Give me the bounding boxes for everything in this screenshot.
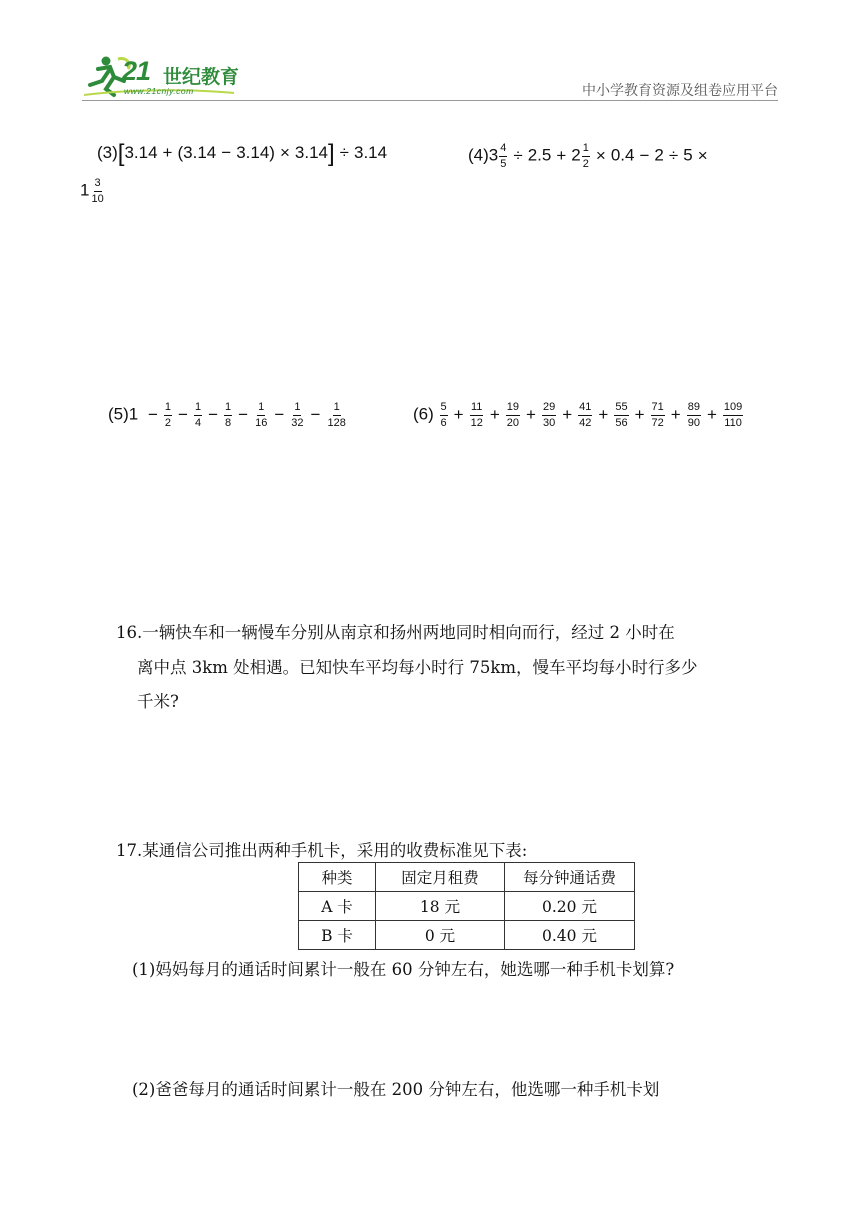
- mixed-fraction: $\frac{1}{2}$: [582, 142, 589, 170]
- problem-4: (4)3 $\frac{4}{5}$ ÷ 2.5 + 2 $\frac{1}{2}$ × 0.4 − 2 ÷ 5 ×: [468, 142, 708, 170]
- question-16-line: 千米?: [137, 692, 179, 711]
- logo-url: www.21cnjy.com: [124, 86, 194, 96]
- fraction: $\frac{19}{20}$: [506, 401, 520, 429]
- fraction: $\frac{89}{90}$: [687, 401, 700, 429]
- platform-title: 中小学教育资源及组卷应用平台: [582, 83, 778, 99]
- fraction: $\frac{109}{110}$: [723, 401, 743, 429]
- fraction: $\frac{1}{32}$: [291, 401, 304, 429]
- fraction: $\frac{55}{56}$: [615, 401, 628, 429]
- header-divider: [82, 100, 778, 101]
- question-16-line: 离中点 3km 处相遇。已知快车平均每小时行 75km，慢车平均每小时行多少: [137, 658, 698, 677]
- question-16-line: 16.一辆快车和一辆慢车分别从南京和扬州两地同时相向而行，经过 2 小时在: [116, 623, 675, 642]
- fraction: $\frac{1}{2}$: [164, 401, 172, 429]
- fraction: $\frac{1}{4}$: [194, 401, 202, 429]
- question-17-part-2: (2)爸爸每月的通话时间累计一般在 200 分钟左右，他选哪一种手机卡划: [132, 1080, 660, 1099]
- table-cell: 0 元: [376, 921, 505, 950]
- fee-table: [298, 862, 635, 950]
- fraction: $\frac{5}{6}$: [440, 401, 447, 429]
- logo-text: 世纪教育: [163, 66, 240, 88]
- question-17-part-1: (1)妈妈每月的通话时间累计一般在 60 分钟左右，她选哪一种手机卡划算?: [132, 960, 675, 979]
- table-cell: A 卡: [299, 892, 376, 921]
- problem-label: (6): [413, 404, 434, 424]
- mixed-fraction: $\frac{4}{5}$: [500, 142, 507, 170]
- logo-number: 21: [122, 56, 151, 86]
- table-row: [299, 892, 635, 921]
- mixed-fraction: $\frac{3}{10}$: [91, 177, 104, 205]
- problem-label: (3): [97, 143, 118, 162]
- table-cell: B 卡: [299, 921, 376, 950]
- problem-3: (3)[3.14 + (3.14 − 3.14) × 3.14] ÷ 3.14: [97, 140, 388, 167]
- problem-5: (5)1 − $\frac{1}{2}$ − $\frac{1}{4}$ − $\frac{1}{8}$ − $\frac{1}{16}$ − $\frac{1}{32}$ − $\frac{1}{128}$: [108, 401, 346, 429]
- table-header-row: [299, 863, 635, 892]
- fraction: $\frac{1}{128}$: [327, 401, 346, 429]
- problem-label: (4): [468, 145, 489, 165]
- problem-label: (5): [108, 404, 129, 424]
- table-cell: 18 元: [376, 892, 505, 921]
- fraction: $\frac{1}{16}$: [255, 401, 268, 429]
- fraction: $\frac{29}{30}$: [542, 401, 556, 429]
- problem-6: (6) $\frac{5}{6}$ + $\frac{11}{12}$ + $\frac{19}{20}$ + $\frac{29}{30}$ + $\frac{41}{42}$ + $\frac{55}{56}$ + $\frac{71}{72}$ + $\frac{89}{90}$ + $\frac{109}{110}$: [413, 401, 743, 429]
- problem-4-continued: 1 $\frac{3}{10}$: [80, 177, 104, 205]
- fraction: $\frac{1}{8}$: [225, 401, 232, 429]
- table-header-cell: 种类: [299, 863, 376, 892]
- table-header-cell: 每分钟通话费: [505, 863, 635, 892]
- fraction: $\frac{41}{42}$: [579, 401, 592, 429]
- table-header-cell: 固定月租费: [376, 863, 505, 892]
- table-row: [299, 921, 635, 950]
- table-cell: 0.40 元: [505, 921, 635, 950]
- table-cell: 0.20 元: [505, 892, 635, 921]
- question-17-intro: 17.某通信公司推出两种手机卡，采用的收费标准见下表:: [116, 841, 528, 860]
- fraction: $\frac{11}{12}$: [470, 401, 483, 429]
- fraction: $\frac{71}{72}$: [651, 401, 664, 429]
